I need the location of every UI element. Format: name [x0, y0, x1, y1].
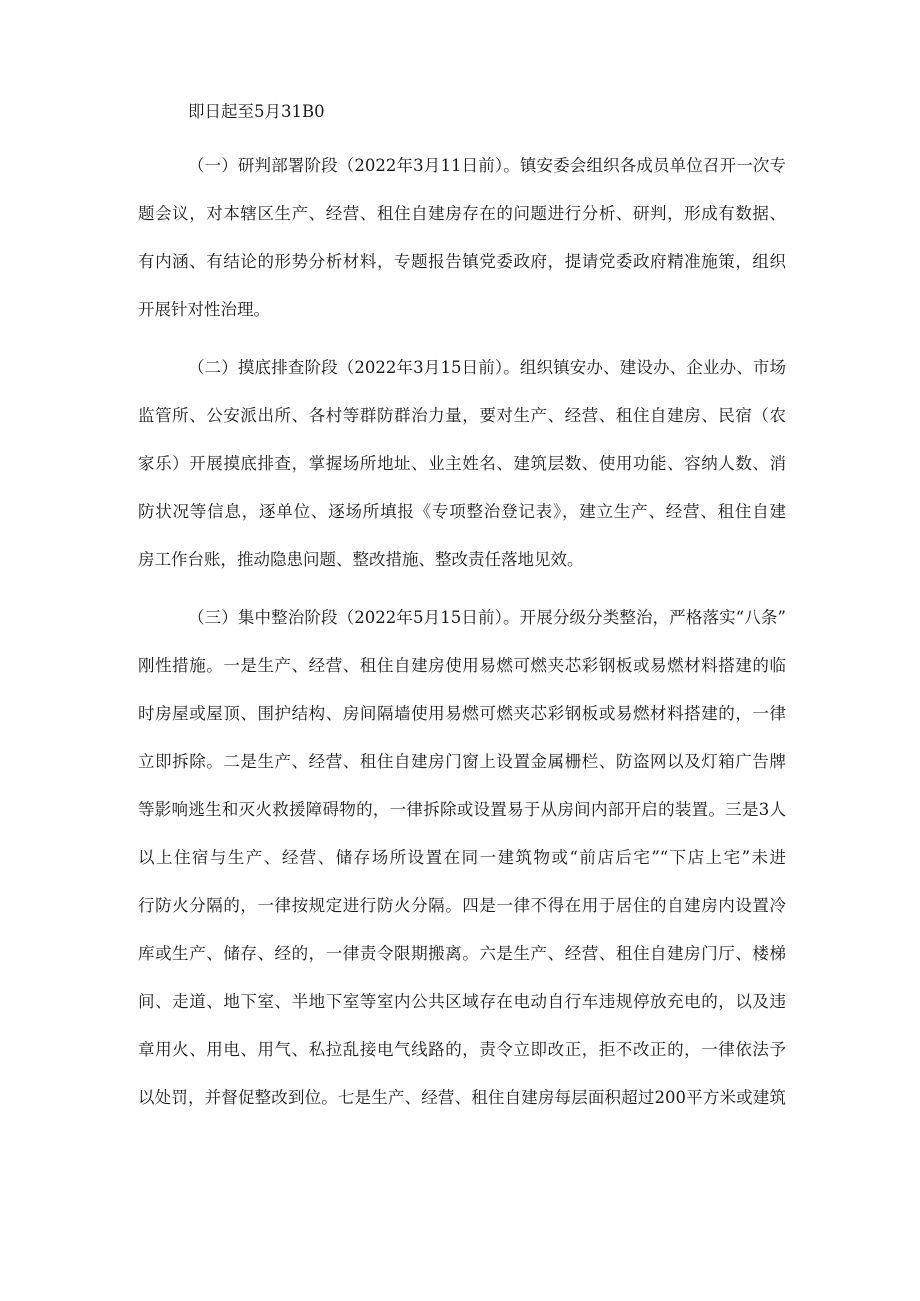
- section-2-body-line: 防状况等信息，逐单位、逐场所填报《专项整治登记表》，建立生产、经营、租住自建: [138, 502, 786, 521]
- section-3-heading-line: （三）集中整治阶段（2022年5月15日前）。开展分级分类整治，严格落实“八条”: [188, 608, 786, 627]
- section-2-heading-line: （二）摸底排查阶段（2022年3月15日前）。组织镇安办、建设办、企业办、市场: [188, 358, 786, 377]
- section-1-body-line: 题会议，对本辖区生产、经营、租住自建房存在的问题进行分析、研判，形成有数据、: [138, 204, 786, 223]
- section-2-body-line: 家乐）开展摸底排查，掌握场所地址、业主姓名、建筑层数、使用功能、容纳人数、消: [138, 454, 786, 473]
- section-3-body-line: 时房屋或屋顶、围护结构、房间隔墙使用易燃可燃夹芯彩钢板或易燃材料搭建的，一律: [138, 704, 786, 723]
- section-3-body-line: 以处罚，并督促整改到位。七是生产、经营、租住自建房每层面积超过200平方米或建筑: [138, 1088, 786, 1107]
- section-2-body-line: 房工作台账，推动隐患问题、整改措施、整改责任落地见效。: [138, 550, 584, 569]
- section-2-body-line: 监管所、公安派出所、各村等群防群治力量，要对生产、经营、租住自建房、民宿（农: [138, 406, 786, 425]
- section-3-body-line: 刚性措施。一是生产、经营、租住自建房使用易燃可燃夹芯彩钢板或易燃材料搭建的临: [138, 656, 786, 675]
- section-3-body-line: 行防火分隔的，一律按规定进行防火分隔。四是一律不得在用于居住的自建房内设置冷: [138, 896, 786, 915]
- section-3-body-line: 等影响逃生和灭火救援障碍物的，一律拆除或设置易于从房间内部开启的装置。三是3人: [138, 800, 786, 819]
- section-3-body-line: 立即拆除。二是生产、经营、租住自建房门窗上设置金属栅栏、防盗网以及灯箱广告牌: [138, 752, 786, 771]
- section-3-body-line: 章用火、用电、用气、私拉乱接电气线路的，责令立即改正，拒不改正的，一律依法予: [138, 1040, 786, 1059]
- section-3-body-line: 库或生产、储存、经的，一律责令限期搬离。六是生产、经营、租住自建房门厅、楼梯: [138, 944, 786, 963]
- section-3-body-line: 间、走道、地下室、半地下室等室内公共区域存在电动自行车违规停放充电的，以及违: [138, 992, 786, 1011]
- intro-line: 即日起至5月31B0: [188, 102, 325, 121]
- section-3-body-line: 以上住宿与生产、经营、储存场所设置在同一建筑物或“前店后宅”“下店上宅”未进: [138, 848, 786, 867]
- section-1-heading-line: （一）研判部署阶段（2022年3月11日前）。镇安委会组织各成员单位召开一次专: [188, 156, 786, 175]
- section-1-body-line: 有内涵、有结论的形势分析材料，专题报告镇党委政府，提请党委政府精准施策，组织: [138, 252, 786, 271]
- section-1-body-line: 开展针对性治理。: [138, 300, 270, 319]
